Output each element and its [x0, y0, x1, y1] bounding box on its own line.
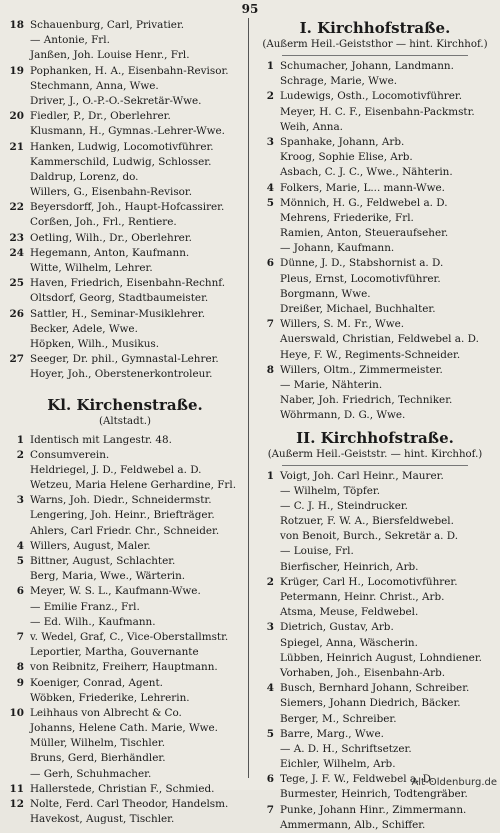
house-number: 19 — [2, 64, 24, 79]
house-number: 24 — [2, 246, 24, 261]
resident-text: Busch, Bernhard Johann, Schreiber. — [280, 681, 498, 696]
directory-entry — [2, 569, 248, 584]
house-number: 27 — [2, 352, 24, 367]
resident-text: Voigt, Joh. Carl Heinr., Maurer. — [280, 469, 498, 484]
house-number: 2 — [2, 448, 24, 463]
resident-text: Ramien, Anton, Steueraufseher. — [280, 226, 498, 241]
house-number: 7 — [252, 803, 274, 818]
resident-text: Dietrich, Gustav, Arb. — [280, 620, 498, 635]
directory-entry — [2, 691, 248, 706]
directory-entry — [252, 757, 498, 772]
left-top-list — [2, 18, 248, 383]
directory-entry — [252, 211, 498, 226]
resident-text: Vorhaben, Joh., Eisenbahn-Arb. — [280, 666, 498, 681]
house-number: 22 — [2, 200, 24, 215]
directory-entry — [2, 493, 248, 508]
resident-text: Hallerstede, Christian F., Schmied. — [30, 782, 248, 797]
right-list-1 — [252, 59, 498, 424]
house-number: 20 — [2, 109, 24, 124]
directory-entry — [2, 706, 248, 721]
directory-entry — [252, 605, 498, 620]
directory-entry — [252, 105, 498, 120]
directory-entry — [252, 408, 498, 423]
resident-text: Ludewigs, Osth., Locomotivführer. — [280, 89, 498, 104]
resident-text: Schauenburg, Carl, Privatier. — [30, 18, 248, 33]
section-rule — [282, 55, 468, 56]
resident-text: Driver, J., O.-P.-O.-Sekretär-Wwe. — [30, 94, 248, 109]
resident-text: v. Wedel, Graf, C., Vice-Oberstallmstr. — [30, 630, 248, 645]
directory-entry — [252, 196, 498, 211]
resident-text: Bittner, August, Schlachter. — [30, 554, 248, 569]
house-number: 25 — [2, 276, 24, 291]
directory-entry — [2, 630, 248, 645]
resident-text: Identisch mit Langestr. 48. — [30, 433, 248, 448]
resident-text: Mehrens, Friederike, Frl. — [280, 211, 498, 226]
house-number: 4 — [2, 539, 24, 554]
house-number: 3 — [252, 135, 274, 150]
directory-entry — [252, 620, 498, 635]
resident-text: — Ed. Wilh., Kaufmann. — [30, 615, 248, 630]
directory-entry — [252, 742, 498, 757]
directory-entry — [252, 256, 498, 271]
resident-text: Havekost, August, Tischler. — [30, 812, 248, 827]
column-divider — [248, 18, 249, 778]
resident-text: Oltsdorf, Georg, Stadtbaumeister. — [30, 291, 248, 306]
resident-text: Meyer, H. C. F., Eisenbahn-Packmstr. — [280, 105, 498, 120]
resident-text: Dreißer, Michael, Buchhalter. — [280, 302, 498, 317]
section-title-i-kirchhofstrasse: I. Kirchhofstraße. — [252, 18, 498, 38]
directory-entry — [252, 332, 498, 347]
resident-text: Berg, Maria, Wwe., Wärterin. — [30, 569, 248, 584]
resident-text: — Marie, Nähterin. — [280, 378, 498, 393]
resident-text: Leihhaus von Albrecht & Co. — [30, 706, 248, 721]
directory-entry — [252, 272, 498, 287]
resident-text: Leportier, Martha, Gouvernante — [30, 645, 248, 660]
resident-text: Höpken, Wilh., Musikus. — [30, 337, 248, 352]
resident-text: Witte, Wilhelm, Lehrer. — [30, 261, 248, 276]
resident-text: Lübben, Heinrich August, Lohndiener. — [280, 651, 498, 666]
directory-entry — [252, 317, 498, 332]
resident-text: Stechmann, Anna, Wwe. — [30, 79, 248, 94]
house-number: 12 — [2, 797, 24, 812]
directory-entry — [2, 797, 248, 812]
house-number: 7 — [252, 317, 274, 332]
directory-entry — [252, 135, 498, 150]
section-rule — [282, 465, 468, 466]
resident-text: Punke, Johann Hinr., Zimmermann. — [280, 803, 498, 818]
resident-text: Hegemann, Anton, Kaufmann. — [30, 246, 248, 261]
house-number: 21 — [2, 140, 24, 155]
resident-text: Schumacher, Johann, Landmann. — [280, 59, 498, 74]
resident-text: Auerswald, Christian, Feldwebel a. D. — [280, 332, 498, 347]
section-subtitle-kl-kirchenstrasse: (Altstadt.) — [2, 415, 248, 429]
resident-text: — Johann, Kaufmann. — [280, 241, 498, 256]
directory-entry — [2, 508, 248, 523]
directory-entry — [2, 615, 248, 630]
directory-entry — [2, 554, 248, 569]
directory-entry — [2, 48, 248, 63]
resident-text: Willers, S. M. Fr., Wwe. — [280, 317, 498, 332]
right-column — [252, 18, 498, 833]
directory-entry — [2, 231, 248, 246]
resident-text: Kroog, Sophie Elise, Arb. — [280, 150, 498, 165]
directory-entry — [2, 215, 248, 230]
resident-text: Sattler, H., Seminar-Musiklehrer. — [30, 307, 248, 322]
resident-text: Atsma, Meuse, Feldwebel. — [280, 605, 498, 620]
directory-entry — [2, 600, 248, 615]
directory-entry — [2, 782, 248, 797]
house-number: 2 — [252, 89, 274, 104]
house-number: 6 — [252, 772, 274, 787]
directory-entry — [252, 120, 498, 135]
directory-entry — [2, 448, 248, 463]
directory-entry — [252, 74, 498, 89]
directory-entry — [252, 378, 498, 393]
directory-entry — [252, 818, 498, 833]
house-number: 8 — [2, 660, 24, 675]
directory-entry — [2, 261, 248, 276]
house-number: 5 — [2, 554, 24, 569]
resident-text: Weih, Anna. — [280, 120, 498, 135]
directory-entry — [252, 514, 498, 529]
directory-entry — [2, 524, 248, 539]
resident-text: Becker, Adele, Wwe. — [30, 322, 248, 337]
house-number: 3 — [252, 620, 274, 635]
directory-entry — [252, 560, 498, 575]
directory-entry — [2, 645, 248, 660]
directory-entry — [2, 539, 248, 554]
directory-entry — [252, 302, 498, 317]
house-number: 1 — [252, 469, 274, 484]
section-subtitle-i-kirchhofstrasse: (Außerm Heil.-Geiststhor — hint. Kirchhof.) — [252, 38, 498, 52]
house-number: 9 — [2, 676, 24, 691]
resident-text: von Reibnitz, Freiherr, Hauptmann. — [30, 660, 248, 675]
house-number: 3 — [2, 493, 24, 508]
section-title-kl-kirchenstrasse: Kl. Kirchenstraße. — [2, 395, 248, 415]
house-number: 6 — [252, 256, 274, 271]
resident-text: — C. J. H., Steindrucker. — [280, 499, 498, 514]
directory-entry — [252, 681, 498, 696]
house-number: 5 — [252, 196, 274, 211]
directory-entry — [2, 140, 248, 155]
directory-entry — [2, 433, 248, 448]
directory-entry — [252, 803, 498, 818]
resident-text: Krüger, Carl H., Locomotivführer. — [280, 575, 498, 590]
resident-text: Berger, M., Schreiber. — [280, 712, 498, 727]
directory-entry — [2, 767, 248, 782]
resident-text: — Louise, Frl. — [280, 544, 498, 559]
resident-text: Wetzeu, Maria Helene Gerhardine, Frl. — [30, 478, 248, 493]
resident-text: Ammermann, Alb., Schiffer. — [280, 818, 498, 833]
directory-entry — [252, 666, 498, 681]
resident-text: Koeniger, Conrad, Agent. — [30, 676, 248, 691]
resident-text: Oetling, Wilh., Dr., Oberlehrer. — [30, 231, 248, 246]
resident-text: Asbach, C. J. C., Wwe., Nähterin. — [280, 165, 498, 180]
directory-entry — [2, 584, 248, 599]
resident-text: Naber, Joh. Friedrich, Techniker. — [280, 393, 498, 408]
resident-text: — Antonie, Frl. — [30, 33, 248, 48]
resident-text: Hoyer, Joh., Oberstenerkontroleur. — [30, 367, 248, 382]
resident-text: — Wilhelm, Töpfer. — [280, 484, 498, 499]
resident-text: Rotzuer, F. W. A., Biersfeldwebel. — [280, 514, 498, 529]
resident-text: — Emilie Franz., Frl. — [30, 600, 248, 615]
directory-entry — [252, 59, 498, 74]
resident-text: Hanken, Ludwig, Locomotivführer. — [30, 140, 248, 155]
house-number: 2 — [252, 575, 274, 590]
directory-entry — [2, 109, 248, 124]
house-number: 8 — [252, 363, 274, 378]
resident-text: Petermann, Heinr. Christ., Arb. — [280, 590, 498, 605]
page-number: 95 — [0, 2, 500, 16]
directory-entry — [252, 181, 498, 196]
directory-entry — [2, 94, 248, 109]
resident-text: Janßen, Joh. Louise Henr., Frl. — [30, 48, 248, 63]
directory-entry — [2, 79, 248, 94]
directory-entry — [2, 33, 248, 48]
resident-text: — A. D. H., Schriftsetzer. — [280, 742, 498, 757]
resident-text: Pophanken, H. A., Eisenbahn-Revisor. — [30, 64, 248, 79]
directory-entry — [252, 241, 498, 256]
directory-entry — [252, 712, 498, 727]
directory-entry — [2, 322, 248, 337]
directory-entry — [2, 812, 248, 827]
resident-text: Kammerschild, Ludwig, Schlosser. — [30, 155, 248, 170]
directory-entry — [2, 200, 248, 215]
resident-text: Daldrup, Lorenz, do. — [30, 170, 248, 185]
house-number: 4 — [252, 181, 274, 196]
resident-text: Fiedler, P., Dr., Oberlehrer. — [30, 109, 248, 124]
resident-text: Heldriegel, J. D., Feldwebel a. D. — [30, 463, 248, 478]
house-number: 23 — [2, 231, 24, 246]
directory-entry — [252, 484, 498, 499]
left-bottom-list — [2, 433, 248, 828]
resident-text: Willers, Oltm., Zimmermeister. — [280, 363, 498, 378]
resident-text: Schrage, Marie, Wwe. — [280, 74, 498, 89]
directory-entry — [252, 165, 498, 180]
section-subtitle-ii-kirchhofstrasse: (Außerm Heil.-Geiststr. — hint. Kirchhof.) — [252, 448, 498, 462]
directory-entry — [2, 155, 248, 170]
directory-entry — [2, 367, 248, 382]
directory-entry — [252, 636, 498, 651]
resident-text: Burmester, Heinrich, Todtengräber. — [280, 787, 498, 802]
directory-entry — [2, 478, 248, 493]
resident-text: Consumverein. — [30, 448, 248, 463]
directory-entry — [2, 736, 248, 751]
directory-entry — [2, 246, 248, 261]
directory-entry — [252, 499, 498, 514]
directory-entry — [2, 676, 248, 691]
resident-text: Meyer, W. S. L., Kaufmann-Wwe. — [30, 584, 248, 599]
directory-entry — [252, 575, 498, 590]
resident-text: Pleus, Ernst, Locomotivführer. — [280, 272, 498, 287]
directory-entry — [2, 721, 248, 736]
directory-entry — [2, 660, 248, 675]
directory-entry — [252, 226, 498, 241]
house-number: 5 — [252, 727, 274, 742]
resident-text: Mönnich, H. G., Feldwebel a. D. — [280, 196, 498, 211]
house-number: 6 — [2, 584, 24, 599]
resident-text: Seeger, Dr. phil., Gymnastal-Lehrer. — [30, 352, 248, 367]
directory-entry — [2, 463, 248, 478]
resident-text: Bierfischer, Heinrich, Arb. — [280, 560, 498, 575]
house-number: 1 — [2, 433, 24, 448]
resident-text: Siemers, Johann Diedrich, Bäcker. — [280, 696, 498, 711]
resident-text: Corßen, Joh., Frl., Rentiere. — [30, 215, 248, 230]
directory-entry — [2, 291, 248, 306]
directory-entry — [2, 276, 248, 291]
resident-text: Spanhake, Johann, Arb. — [280, 135, 498, 150]
resident-text: Wöbken, Friederike, Lehrerin. — [30, 691, 248, 706]
resident-text: Eichler, Wilhelm, Arb. — [280, 757, 498, 772]
directory-entry — [252, 393, 498, 408]
resident-text: Warns, Joh. Diedr., Schneidermstr. — [30, 493, 248, 508]
directory-entry — [252, 89, 498, 104]
directory-entry — [252, 696, 498, 711]
resident-text: Beyersdorff, Joh., Haupt-Hofcassirer. — [30, 200, 248, 215]
house-number: 11 — [2, 782, 24, 797]
resident-text: Spiegel, Anna, Wäscherin. — [280, 636, 498, 651]
resident-text: Barre, Marg., Wwe. — [280, 727, 498, 742]
resident-text: Dünne, J. D., Stabshornist a. D. — [280, 256, 498, 271]
resident-text: Heye, F. W., Regiments-Schneider. — [280, 348, 498, 363]
directory-entry — [252, 348, 498, 363]
resident-text: Tege, J. F. W., Feldwebel a. D. — [280, 772, 498, 787]
house-number: 18 — [2, 18, 24, 33]
directory-entry — [2, 185, 248, 200]
house-number: 7 — [2, 630, 24, 645]
resident-text: Willers, August, Maler. — [30, 539, 248, 554]
resident-text: Wöhrmann, D. G., Wwe. — [280, 408, 498, 423]
directory-entry — [252, 727, 498, 742]
resident-text: Bruns, Gerd, Bierhändler. — [30, 751, 248, 766]
house-number: 1 — [252, 59, 274, 74]
directory-entry — [2, 170, 248, 185]
directory-entry — [252, 544, 498, 559]
resident-text: Johanns, Helene Cath. Marie, Wwe. — [30, 721, 248, 736]
resident-text: Müller, Wilhelm, Tischler. — [30, 736, 248, 751]
resident-text: — Gerh, Schuhmacher. — [30, 767, 248, 782]
directory-entry — [2, 337, 248, 352]
directory-entry — [252, 590, 498, 605]
resident-text: Klusmann, H., Gymnas.-Lehrer-Wwe. — [30, 124, 248, 139]
resident-text: Lengering, Joh. Heinr., Briefträger. — [30, 508, 248, 523]
directory-entry — [252, 529, 498, 544]
resident-text: Nolte, Ferd. Carl Theodor, Handelsm. — [30, 797, 248, 812]
watermark: Alt-Oldenburg.de — [411, 777, 497, 788]
directory-entry — [252, 787, 498, 802]
house-number: 26 — [2, 307, 24, 322]
resident-text: Ahlers, Carl Friedr. Chr., Schneider. — [30, 524, 248, 539]
directory-entry — [2, 18, 248, 33]
directory-entry — [252, 651, 498, 666]
directory-entry — [2, 124, 248, 139]
directory-entry — [2, 751, 248, 766]
directory-entry — [252, 363, 498, 378]
directory-entry — [252, 150, 498, 165]
directory-entry — [2, 352, 248, 367]
directory-entry — [252, 469, 498, 484]
house-number: 4 — [252, 681, 274, 696]
resident-text: Folkers, Marie, L... mann-Wwe. — [280, 181, 498, 196]
left-column — [2, 18, 248, 827]
resident-text: Willers, G., Eisenbahn-Revisor. — [30, 185, 248, 200]
section-title-ii-kirchhofstrasse: II. Kirchhofstraße. — [252, 428, 498, 448]
resident-text: Borgmann, Wwe. — [280, 287, 498, 302]
resident-text: Haven, Friedrich, Eisenbahn-Rechnf. — [30, 276, 248, 291]
house-number: 10 — [2, 706, 24, 721]
directory-entry — [2, 64, 248, 79]
directory-entry — [2, 307, 248, 322]
directory-entry — [252, 287, 498, 302]
resident-text: von Benoit, Burch., Sekretär a. D. — [280, 529, 498, 544]
